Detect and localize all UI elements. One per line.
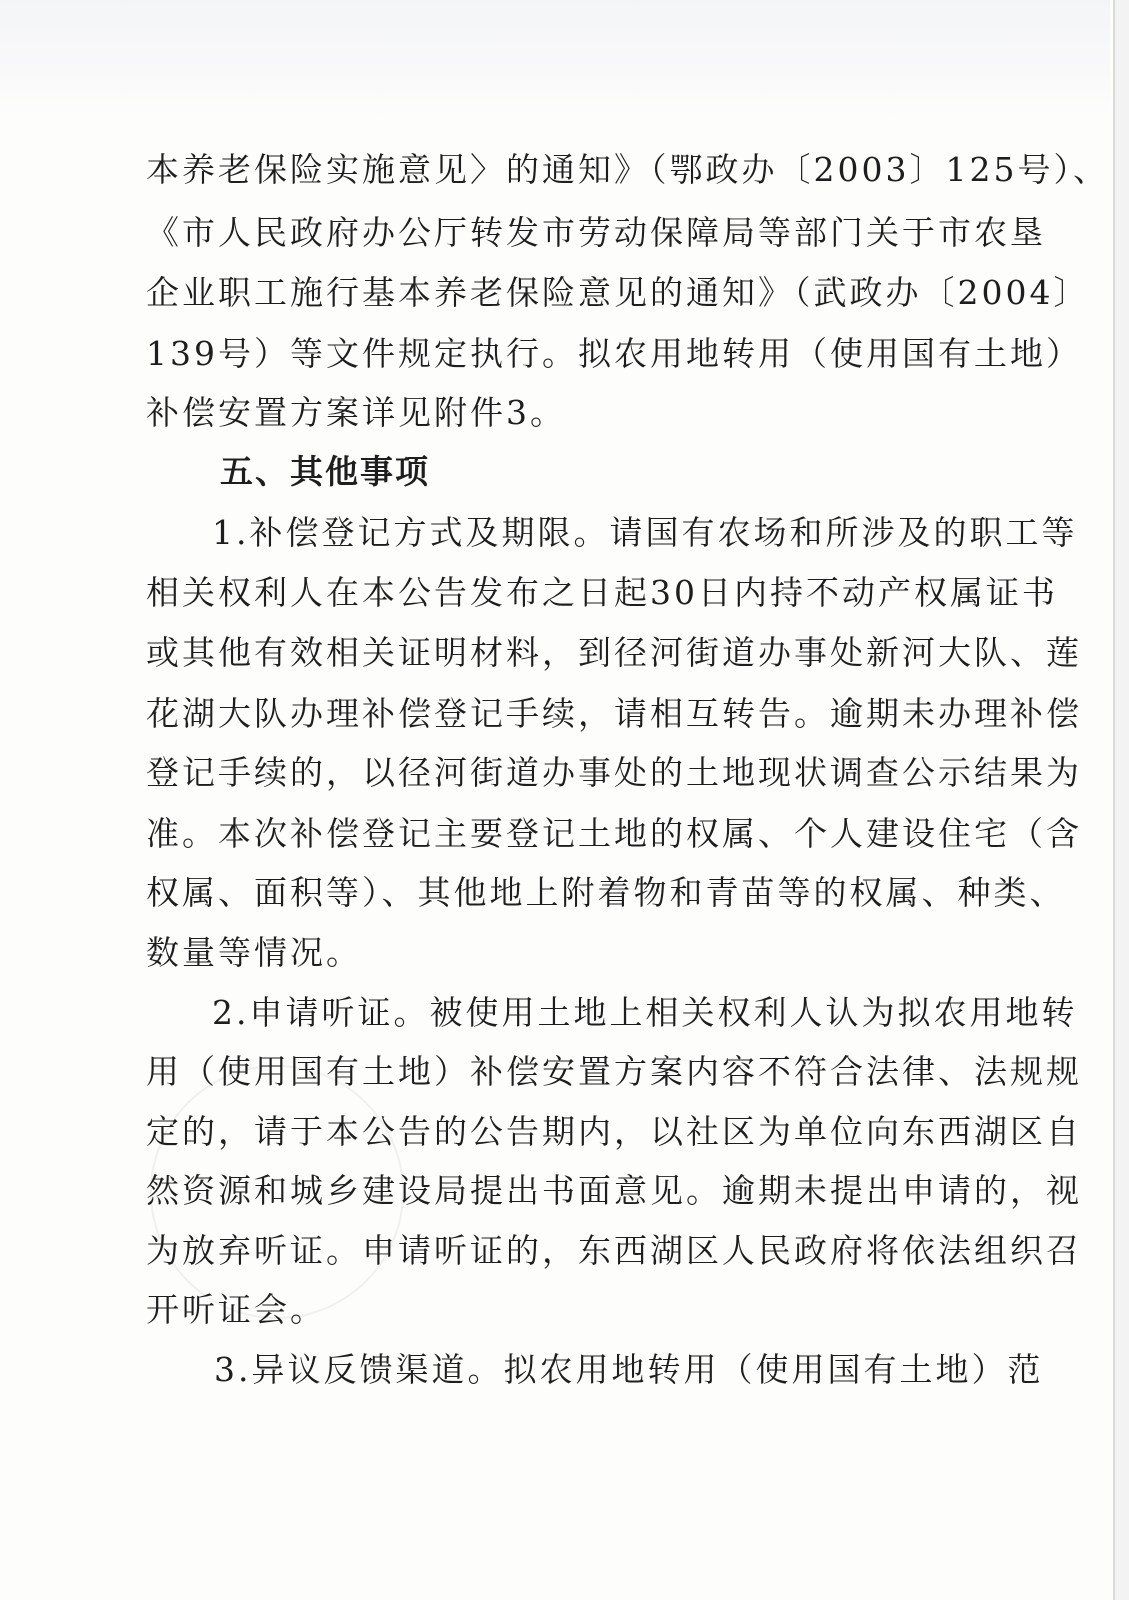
text-line: 本养老保险实施意见〉的通知》（鄂政办〔2003〕125号）、 (146, 150, 1109, 189)
paragraph-start: 3.异议反馈渠道。拟农用地转用（使用国有土地）范 (214, 1350, 1044, 1389)
text-line: 花湖大队办理补偿登记手续，请相互转告。逾期未办理补偿 (146, 694, 1082, 733)
text-line: 为放弃听证。申请听证的，东西湖区人民政府将依法组织召 (146, 1231, 1082, 1270)
scan-right-margin (1115, 0, 1129, 1600)
scan-edge-line (1113, 0, 1115, 1600)
text-line: 登记手续的，以径河街道办事处的土地现状调查公示结果为 (146, 753, 1082, 792)
paragraph-start: 2.申请听证。被使用土地上相关权利人认为拟农用地转 (212, 993, 1078, 1032)
text-line: 准。本次补偿登记主要登记土地的权属、个人建设住宅（含 (146, 814, 1082, 853)
text-line: 权属、面积等）、其他地上附着物和青苗等的权属、种类、 (146, 873, 1066, 912)
text-line: 企业职工施行基本养老保险意见的通知》（武政办〔2004〕 (146, 273, 1090, 312)
text-line: 补偿安置方案详见附件3。 (146, 393, 566, 432)
text-line: 然资源和城乡建设局提出书面意见。逾期未提出申请的，视 (146, 1171, 1082, 1210)
text-line: 139号）等文件规定执行。拟农用地转用（使用国有土地） (146, 334, 1082, 373)
paragraph-start: 1.补偿登记方式及期限。请国有农场和所涉及的职工等 (212, 513, 1078, 552)
section-heading: 五、其他事项 (220, 452, 430, 491)
text-line: 用（使用国有土地）补偿安置方案内容不符合法律、法规规 (146, 1052, 1082, 1091)
text-line: 《市人民政府办公厅转发市劳动保障局等部门关于市农垦 (146, 213, 1046, 252)
text-line: 或其他有效相关证明材料，到径河街道办事处新河大队、莲 (146, 633, 1082, 672)
text-line: 数量等情况。 (146, 933, 362, 972)
text-line: 开听证会。 (146, 1290, 326, 1329)
text-line: 相关权利人在本公告发布之日起30日内持不动产权属证书 (146, 573, 1058, 612)
text-line: 定的，请于本公告的公告期内，以社区为单位向东西湖区自 (146, 1112, 1082, 1151)
scan-top-shade (0, 0, 1110, 118)
